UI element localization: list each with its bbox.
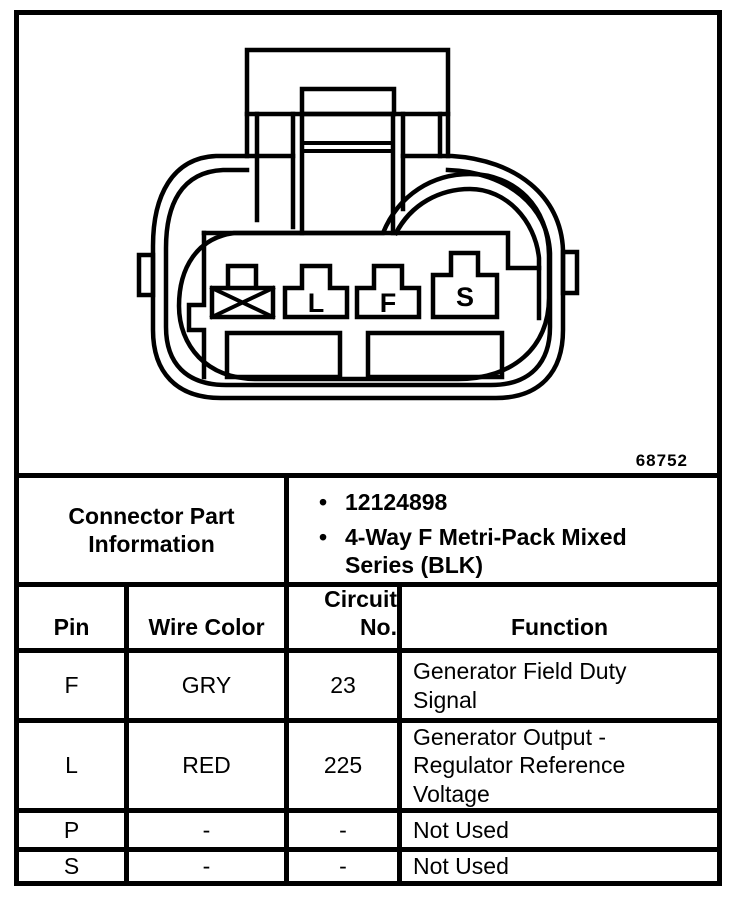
bullet-icon: • [319, 489, 328, 515]
part-info-title-line1: Connector Part [68, 502, 235, 529]
wire-color-cell: RED [124, 723, 284, 808]
terminal-p-blocked [212, 266, 273, 317]
part-info-details [284, 478, 717, 582]
lower-cavity-left [227, 333, 340, 377]
circuit-cell: - [284, 852, 397, 881]
series-description: 4-Way F Metri-Pack Mixed Series (BLK) [345, 524, 627, 579]
table-row-pin-f [19, 648, 717, 718]
function-cell [397, 653, 717, 718]
x-mark-icon [212, 288, 273, 317]
table-header-row [19, 582, 717, 648]
header-wire-color: Wire Color [124, 587, 284, 648]
header-pin: Pin [53, 613, 90, 640]
page-frame [14, 10, 722, 886]
header-circuit-no [284, 587, 397, 648]
left-ear-tab [139, 255, 153, 295]
function-cell [397, 723, 717, 808]
part-info-title [19, 478, 284, 582]
terminal-f-label: F [379, 288, 397, 318]
function-cell [397, 852, 717, 881]
connector-diagram-area [19, 15, 717, 473]
function-cell [397, 813, 717, 847]
right-ear-tab [563, 252, 577, 293]
connector-inner-outline [166, 170, 550, 385]
terminal-s-label: S [455, 282, 475, 312]
connector-face-drawing [19, 15, 717, 473]
bullet-icon: • [319, 524, 328, 551]
function-text: Generator Field Duty Signal [413, 658, 627, 713]
table-row-pin-p [19, 808, 717, 847]
function-text: Generator Output - Regulator Reference Voltage [413, 724, 626, 807]
pin-cell: F [64, 672, 79, 699]
figure-number: 68752 [635, 451, 688, 470]
wire-color-cell: - [124, 852, 284, 881]
part-number: 12124898 [345, 489, 448, 515]
table-row-pin-s [19, 847, 717, 881]
lower-cavity-right [368, 333, 502, 377]
circuit-cell: 23 [284, 653, 397, 718]
table-row-pin-l [19, 718, 717, 808]
wire-color-cell: GRY [124, 653, 284, 718]
header-circuit-line2: No. [359, 613, 397, 640]
circuit-cell: - [284, 813, 397, 847]
pin-cell: S [63, 853, 80, 880]
pin-cell: P [63, 816, 80, 843]
header-function: Function [397, 587, 717, 648]
header-circuit-line1: Circuit [324, 585, 397, 612]
series-item [319, 523, 667, 579]
chamber-top-edge [204, 233, 539, 268]
function-text: Not Used [413, 853, 509, 880]
part-info-row [19, 473, 717, 582]
pin-cell: L [65, 752, 78, 779]
terminal-l-label: L [307, 288, 325, 318]
wire-color-cell: - [124, 813, 284, 847]
circuit-cell: 225 [284, 723, 397, 808]
function-text: Not Used [413, 816, 509, 843]
part-info-title-line2: Information [88, 531, 215, 557]
part-number-item [319, 488, 667, 516]
